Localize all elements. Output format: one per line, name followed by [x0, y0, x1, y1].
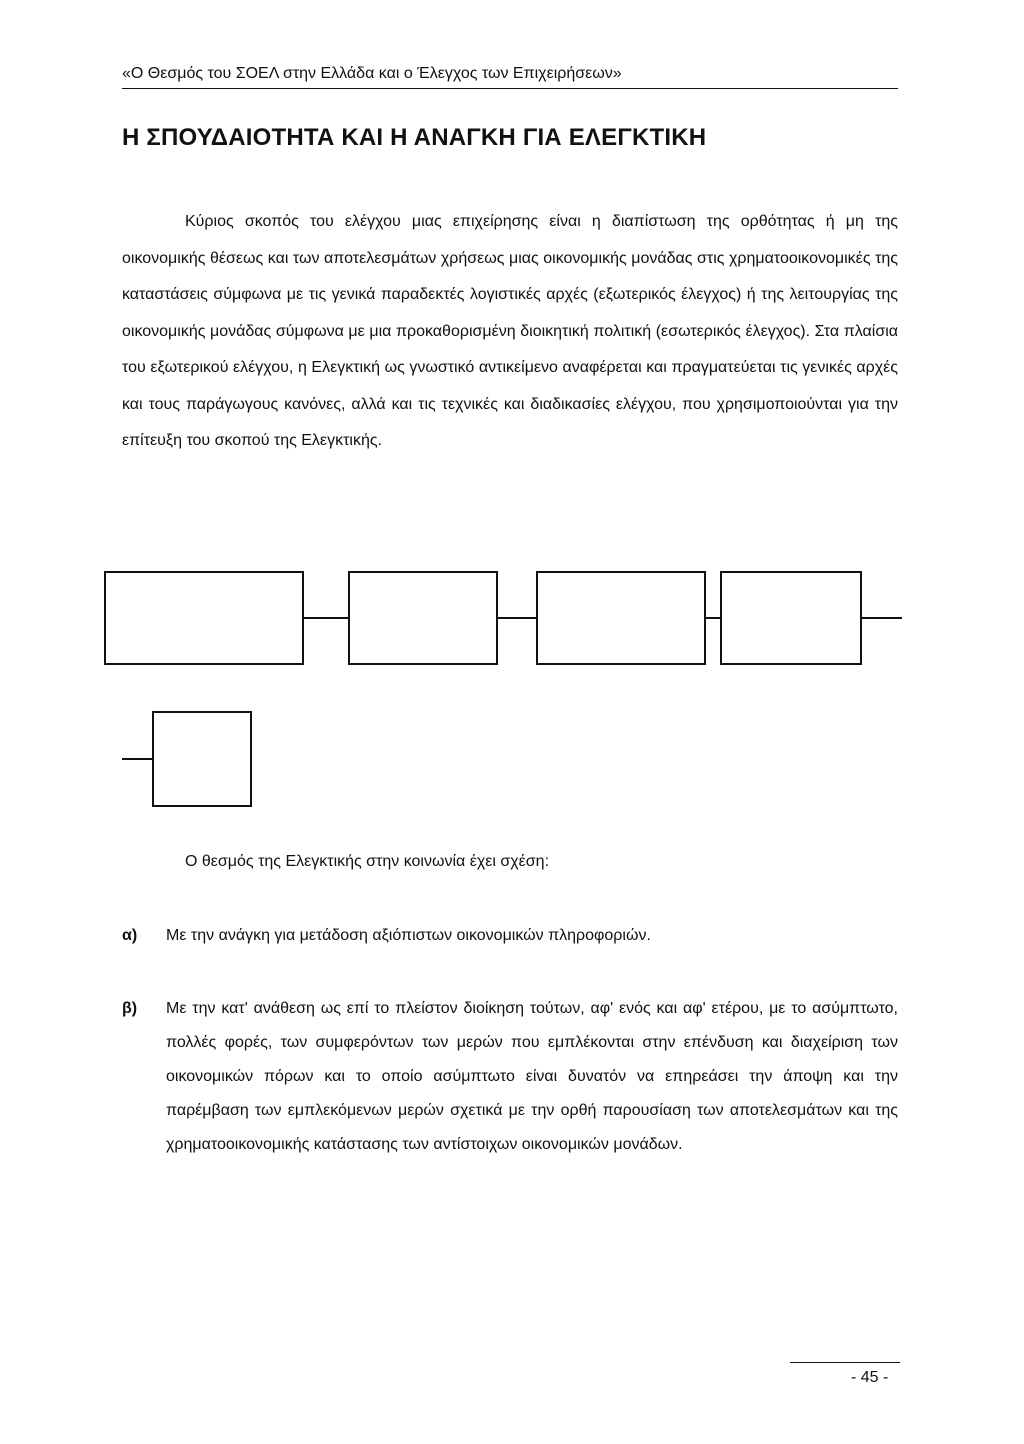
list-marker: β): [122, 1000, 138, 1017]
diagram-box: [720, 571, 862, 665]
diagram-connector: [122, 758, 154, 760]
relation-intro: Ο θεσμός της Ελεγκτικής στην κοινωνία έχει σχέση:: [185, 853, 550, 870]
intro-paragraph: Κύριος σκοπός του ελέγχου μιας επιχείρησης είναι η διαπίστωση της ορθότητας ή μη της οικονομικής θέσεως και των αποτελεσμάτων χρήσεως μιας οικονομικής μονάδας στις χρηματοοικονομικές της καταστάσεις σύμφωνα με τις γενικά παραδεκτές λογιστικές αρχές (εξωτερικός έλεγχος) ή της λειτουργίας της οικονομικής μονάδας σύμφωνα με μια προκαθορισμένη διοικητική πολιτική (εσωτερικός έλεγχος). Στα πλαίσια του εξωτερικού ελέγχου, η Ελεγκτική ως γνωστικό αντικείμενο αναφέρεται και πραγματεύεται τις γενικές αρχές και τους παράγωγους κανόνες, αλλά και τις τεχνικές και διαδικασίες ελέγχου, που χρησιμοποιούνται για την επίτευξη του σκοπού της Ελεγκτικής.: [122, 213, 898, 449]
diagram-box: [348, 571, 498, 665]
diagram-connector: [498, 617, 538, 619]
list-item: Με την κατ' ανάθεση ως επί το πλείστον διοίκηση τούτων, αφ' ενός και αφ' ετέρου, με το ασύμπτωτο, πολλές φορές, των συμφερόντων των μερών που εμπλέκονται στην επένδυση και διαχείριση των οικονομικών πόρων και το οποίο ασύμπτωτο είναι δυνατόν να επηρεάσει την άποψη και την παρέμβαση των εμπλεκόμενων μερών σχετικά με την ορθή παρουσίαση των αποτελεσμάτων και της χρηματοοικονομικής κατάστασης των αντίστοιχων οικονομικών μονάδων.: [166, 1000, 898, 1153]
list-marker: α): [122, 927, 138, 944]
page-number: - 45 -: [851, 1369, 889, 1386]
running-header: [122, 62, 898, 89]
page-title: Η ΣΠΟΥΔΑΙΟΤΗΤΑ ΚΑΙ Η ΑΝΑΓΚΗ ΓΙΑ ΕΛΕΓΚΤΙΚΗ: [122, 124, 707, 151]
list-item: Με την ανάγκη για μετάδοση αξιόπιστων οικονομικών πληροφοριών.: [166, 927, 651, 944]
diagram-box: [536, 571, 706, 665]
diagram-box: [104, 571, 304, 665]
diagram-connector: [304, 617, 350, 619]
diagram-connector: [862, 617, 902, 619]
running-header-title: «Ο Θεσμός του ΣΟΕΛ στην Ελλάδα και ο Έλεγχος των Επιχειρήσεων»: [122, 65, 622, 82]
diagram-box: [152, 711, 252, 807]
footer-rule: [790, 1362, 900, 1363]
